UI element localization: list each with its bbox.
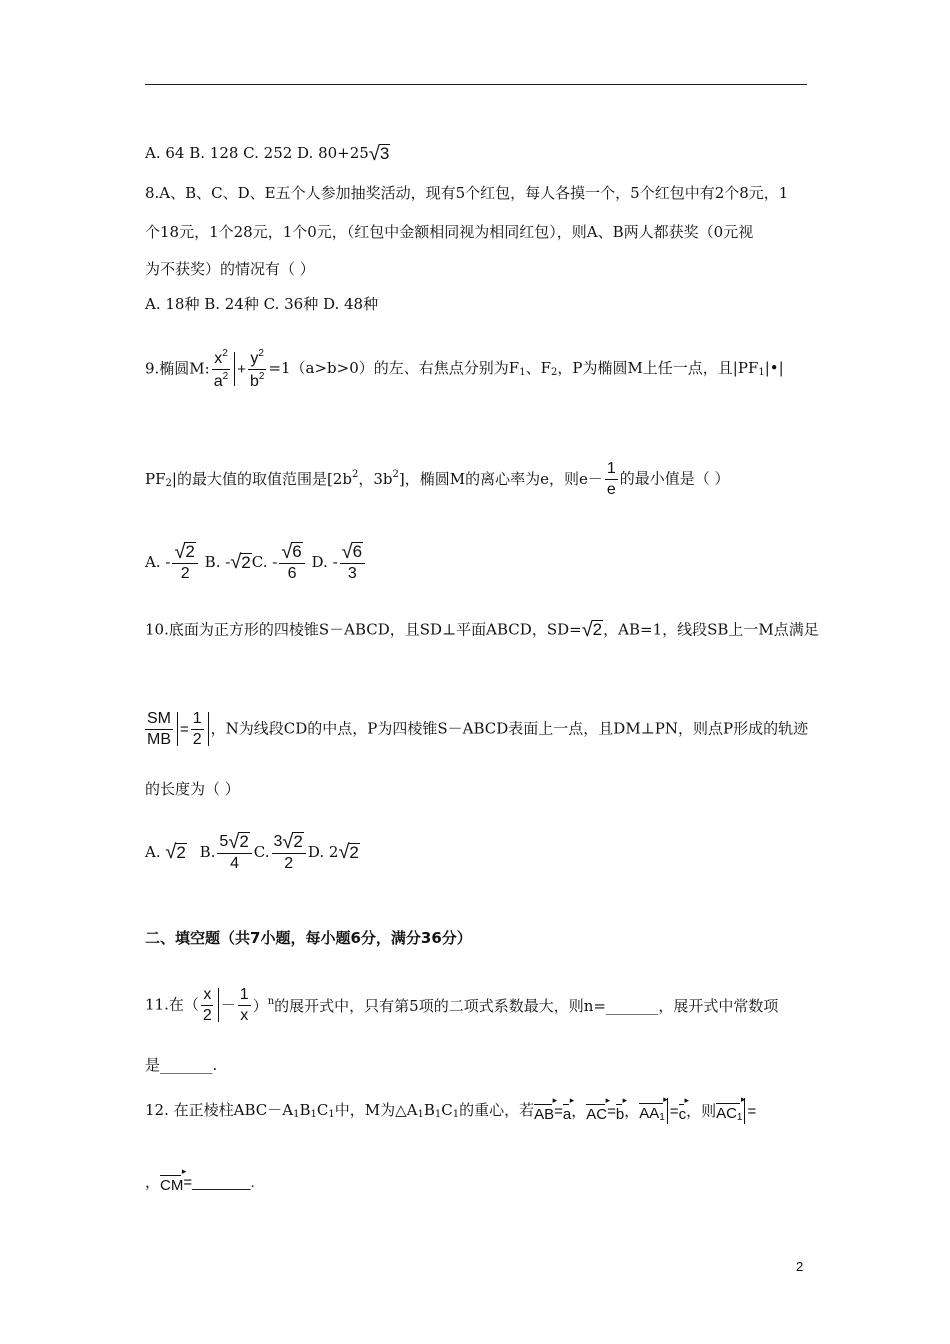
q10-line-1: 10.底面为正方形的四棱锥S－ABCD，且SD⊥平面ABCD，SD= √ 2 ，AB=1，线段SB上一M点满足: [145, 619, 819, 641]
q8-options: A. 18种 B. 24种 C. 36种 D. 48种: [145, 295, 379, 313]
q9-options: A. - √ 2 2 B. - √ 2 C. - √ 6 6 D. - √ 6 3: [145, 542, 367, 583]
fraction-sm-mb: $\frac{SM}{MB}$: [147, 710, 171, 748]
vector-a: a ▸: [563, 1101, 571, 1122]
q11-line-1: 11.在（ $\frac{x}{2}$ － $\frac{1}{x}$ ）$^n$的展开式中，只有第5项的二项式系数最大，则n=_______，展开式中常数项: [145, 986, 779, 1024]
q10-line-3: 的长度为（ ）: [145, 780, 240, 798]
q12-line-1: 12. 在正棱柱$ABC-A_1B_1C_1$中，M为$\triangle A_1B_1C_1$的重心，若AB ▸=a ▸，AC ▸=b ▸，$AA_1$ ▸ =c ▸，则$AC_1$ ▸ =: [145, 1098, 756, 1124]
fraction-x2-a2: $\frac{x^2}{a^2}$: [213, 348, 229, 390]
fraction-1-e: $\frac{1}{e}$: [606, 460, 616, 498]
q10-line-2: $\frac{SM}{MB}$ = $\frac{1}{2}$ ，N为线段CD的中点，P为四棱锥S－ABCD表面上一点，且DM⊥PN，则点P形成的轨迹: [147, 710, 809, 748]
q7-options: A. 64 B. 128 C. 252 D. 80+25 √ 3: [145, 143, 390, 165]
vector-cm: CM ▸: [160, 1172, 183, 1193]
vector-ac: AC ▸: [586, 1101, 607, 1122]
q8-line-1: 8.A、B、C、D、E五个人参加抽奖活动，现有5个红包，每人各摸一个，5个红包中有2个8元，1: [145, 184, 789, 202]
sqrt-3: √ 3: [368, 143, 390, 165]
header-rule: [145, 84, 807, 85]
section-2-title: 二、填空题（共7小题，每小题6分，满分36分）: [145, 929, 472, 947]
q9-line-1: 9.椭圆M: $\frac{x^2}{a^2}$ + $\frac{y^2}{b^2}$ =1（a>b>0）的左、右焦点分别为$F_1$、$F_2$，P为椭圆M上任一点，且$|PF_1|•|$: [145, 348, 784, 390]
fraction-y2-b2: $\frac{y^2}{b^2}$: [249, 348, 265, 390]
page-number: 2: [796, 1259, 804, 1274]
q10-options: A. √ 2 B. 5 √ 2 4 C. 3 √ 2 2 D. 2 √ 2: [145, 831, 359, 872]
q8-line-2: 个18元，1个28元，1个0元，（红包中金额相同视为相同红包），则A、B两人都获奖（0元视: [145, 223, 754, 241]
q11-line-2: 是_______.: [145, 1056, 218, 1074]
q12-line-2: ，CM ▸=_______.: [145, 1172, 255, 1193]
vector-ac1: $AC_1$ ▸: [716, 1100, 742, 1123]
q8-line-3: 为不获奖）的情况有（ ）: [145, 260, 315, 278]
vector-b: b ▸: [616, 1101, 624, 1122]
vector-c: c ▸: [679, 1101, 687, 1122]
q9-line-2: $PF_2|$的最大值的取值范围是[$2b^2$，$3b^2$]，椭圆M的离心率为e，则e－ $\frac{1}{e}$ 的最小值是（ ）: [145, 460, 730, 498]
vector-aa1: $AA_1$ ▸: [639, 1100, 665, 1123]
vector-ab: AB ▸: [534, 1101, 554, 1122]
